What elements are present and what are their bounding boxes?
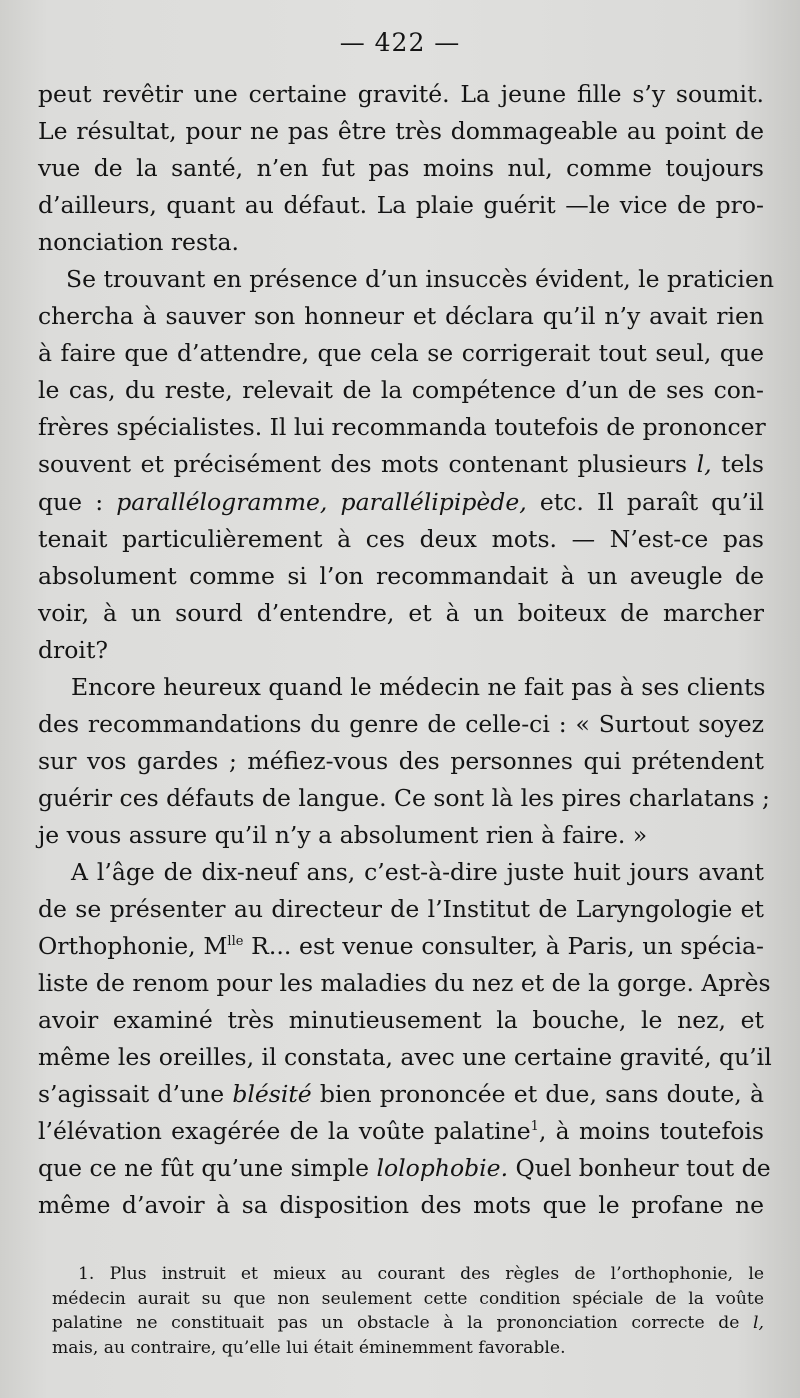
text-line: A l’âge de dix-neuf ans, c’est-à-dire juste huit jours avant	[71, 857, 764, 886]
text-segment: R... est venue consulter, à Paris, un spécia-	[243, 932, 764, 961]
text-segment: palatine ne constituait pas un obstacle à la prononciation correcte de	[52, 1313, 754, 1333]
footnote	[52, 1262, 764, 1360]
text-segment: s’agissait d’une	[38, 1080, 233, 1109]
text-segment: , à moins toutefois	[538, 1117, 764, 1146]
text-line: de se présenter au directeur de l’Institut de Laryngologie et	[38, 895, 764, 924]
footnote-line	[52, 1311, 764, 1336]
text-segment: Orthophonie, M	[38, 932, 228, 961]
text-line: même d’avoir à sa disposition des mots que le profane ne	[38, 1191, 764, 1220]
italic-words: parallélogramme, parallélipipède,	[116, 487, 527, 516]
text-line: chercha à sauver son honneur et déclara qu’il n’y avait rien	[38, 302, 764, 331]
body-text	[38, 76, 774, 1224]
text-segment: Quel bonheur tout de	[508, 1154, 771, 1183]
text-segment: etc. Il paraît qu’il	[526, 487, 764, 516]
text-line	[38, 928, 764, 965]
text-line: droit?	[38, 635, 108, 664]
text-segment: l’élévation exagérée de la voûte palatine	[38, 1117, 531, 1146]
footnote-marker: 1	[530, 1119, 539, 1135]
footnote-line: mais, au contraire, qu’elle lui était éminemment favorable.	[52, 1337, 566, 1358]
text-line: absolument comme si l’on recommandait à un aveugle de	[38, 561, 764, 590]
text-line: guérir ces défauts de langue. Ce sont là les pires charlatans ;	[38, 783, 770, 812]
text-segment: que :	[38, 487, 117, 516]
text-line	[38, 1076, 764, 1113]
superscript-title: lle	[227, 934, 244, 950]
footnote-line: 1. Plus instruit et mieux au courant des règles de l’orthophonie, le	[78, 1264, 764, 1284]
text-segment: bien prononcée et due, sans doute, à	[311, 1080, 764, 1109]
text-segment: que ce ne fût qu’une simple	[38, 1154, 377, 1183]
text-line: avoir examiné très minutieusement la bouche, le nez, et	[38, 1006, 764, 1035]
text-line: d’ailleurs, quant au défaut. La plaie guérit —le vice de pro-	[38, 191, 764, 220]
text-line: peut revêtir une certaine gravité. La jeune fille s’y soumit.	[38, 80, 764, 108]
italic-word: lolophobie.	[376, 1154, 509, 1183]
italic-letter: l,	[753, 1313, 764, 1333]
page-number: — 422 —	[339, 28, 461, 57]
text-segment: souvent et précisément des mots contenant plusieurs	[38, 450, 697, 479]
text-line: tenait particulièrement à ces deux mots. — N’est-ce pas	[38, 524, 764, 553]
text-segment: tels	[711, 450, 764, 479]
italic-letter: l,	[696, 450, 712, 479]
text-line: des recommandations du genre de celle-ci : « Surtout soyez	[38, 709, 764, 738]
text-line: vue de la santé, n’en fut pas moins nul, comme toujours	[38, 154, 764, 183]
text-line: même les oreilles, il constata, avec une certaine gravité, qu’il	[38, 1043, 772, 1072]
footnote-line: médecin aurait su que non seulement cette condition spéciale de la voûte	[52, 1288, 764, 1309]
text-line: Se trouvant en présence d’un insuccès évident, le praticien	[66, 265, 774, 294]
text-line: sur vos gardes ; méfiez-vous des personnes qui prétendent	[38, 746, 764, 775]
text-line	[38, 446, 764, 483]
text-line: nonciation resta.	[38, 228, 239, 257]
text-line: Le résultat, pour ne pas être très dommageable au point de	[38, 117, 764, 146]
text-line: à faire que d’attendre, que cela se corrigerait tout seul, que	[38, 339, 764, 368]
text-line	[38, 484, 764, 521]
text-line: je vous assure qu’il n’y a absolument rien à faire. »	[38, 820, 648, 849]
text-line: Encore heureux quand le médecin ne fait pas à ses clients	[71, 672, 766, 701]
text-line: voir, à un sourd d’entendre, et à un boiteux de marcher	[38, 598, 764, 627]
italic-word: blésité	[232, 1080, 312, 1109]
text-line: le cas, du reste, relevait de la compétence d’un de ses con-	[38, 376, 764, 405]
text-line: frères spécialistes. Il lui recommanda toutefois de prononcer	[38, 413, 766, 442]
text-line	[38, 1113, 764, 1150]
text-line	[38, 1150, 771, 1187]
text-line: liste de renom pour les maladies du nez et de la gorge. Après	[38, 969, 771, 998]
